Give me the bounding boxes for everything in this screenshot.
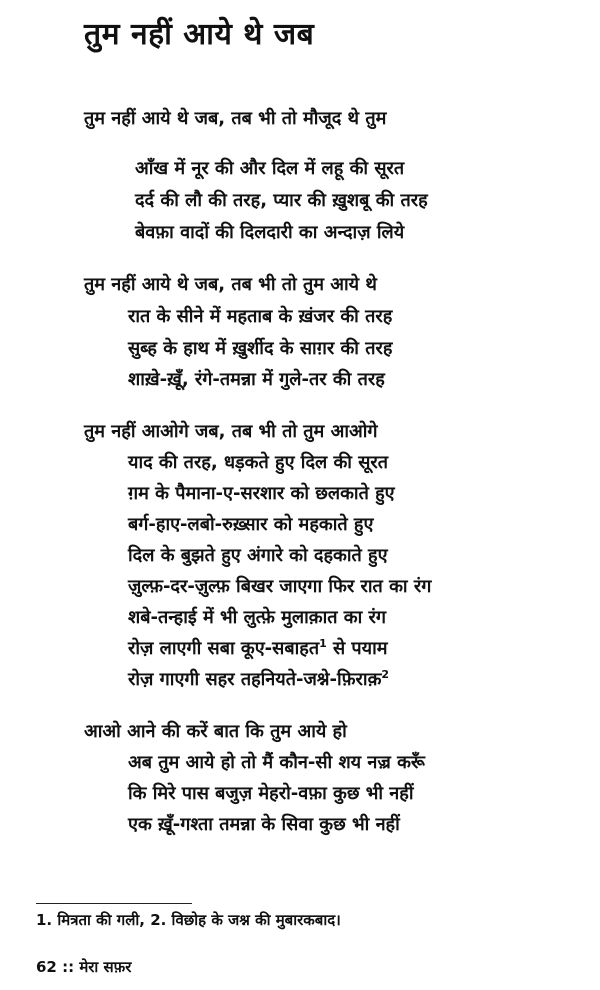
stanza-4-line-2: याद की तरह, धड़कते हुए दिल की सूरत <box>128 452 389 473</box>
poem-title: तुम नहीं आये थे जब <box>84 17 315 52</box>
stanza-3-line-1: तुम नहीं आये थे जब, तब भी तो तुम आये थे <box>84 274 377 295</box>
stanza-2-line-2: दर्द की लौ की तरह, प्यार की ख़ुशबू की तरह <box>135 190 428 211</box>
stanza-2-line-3: बेवफ़ा वादों की दिलदारी का अन्दाज़ लिये <box>135 222 405 243</box>
stanza-4-line-4: बर्ग-हाए-लबो-रुख़्सार को महकाते हुए <box>128 514 374 535</box>
stanza-4-line-6: ज़ुल्फ़-दर-ज़ुल्फ़ बिखर जाएगा फिर रात का रंग <box>128 576 432 597</box>
stanza-5-line-1: आओ आने की करें बात कि तुम आये हो <box>84 721 347 742</box>
stanza-4-line-1: तुम नहीं आओगे जब, तब भी तो तुम आओगे <box>84 421 378 442</box>
stanza-5-line-2: अब तुम आये हो तो मैं कौन-सी शय नज़्र करूँ <box>128 752 425 773</box>
stanza-5-line-3: कि मिरे पास बजुज़ मेहरो-वफ़ा कुछ भी नहीं <box>128 783 414 804</box>
stanza-3-line-3: सुब्ह के हाथ में ख़ुर्शीद के साग़र की तरह <box>128 338 393 359</box>
page-number: 62 :: मेरा सफ़र <box>36 958 132 976</box>
footnote-marker-1: 1 <box>319 637 327 650</box>
stanza-1-line-1: तुम नहीं आये थे जब, तब भी तो मौजूद थे तुम <box>84 108 387 129</box>
stanza-3-line-2: रात के सीने में महताब के ख़ंजर की तरह <box>128 306 393 327</box>
footnote-rule <box>36 903 192 904</box>
stanza-3-line-4: शाख़े-ख़ूँ, रंगे-तमन्ना में गुले-तर की तरह <box>128 369 385 390</box>
stanza-4-line-8 <box>128 637 388 661</box>
stanza-4-line-7: शबे-तन्हाई में भी लुत्फ़े मुलाक़ात का रंग <box>128 607 387 628</box>
stanza-4-line-5: दिल के बुझते हुए अंगारे को दहकाते हुए <box>128 545 388 566</box>
stanza-4-line-8-tail: से पयाम <box>326 638 388 659</box>
stanza-4-line-8-text: रोज़ लाएगी सबा कूए-सबाहत <box>128 638 320 659</box>
stanza-4-line-3: ग़म के पैमाना-ए-सरशार को छलकाते हुए <box>128 483 395 504</box>
stanza-4-line-9 <box>128 668 389 692</box>
footnote: 1. मित्रता की गली, 2. विछोह के जश्न की मुबारकबाद। <box>36 911 341 929</box>
stanza-4-line-9-text: रोज़ गाएगी सहर तहनियते-जश्ने-फ़िराक़ <box>128 669 382 690</box>
footnote-marker-2: 2 <box>381 668 390 681</box>
stanza-5-line-4: एक ख़ूँ-गश्ता तमन्ना के सिवा कुछ भी नहीं <box>128 814 400 835</box>
stanza-2-line-1: आँख में नूर की और दिल में लहू की सूरत <box>135 158 405 179</box>
